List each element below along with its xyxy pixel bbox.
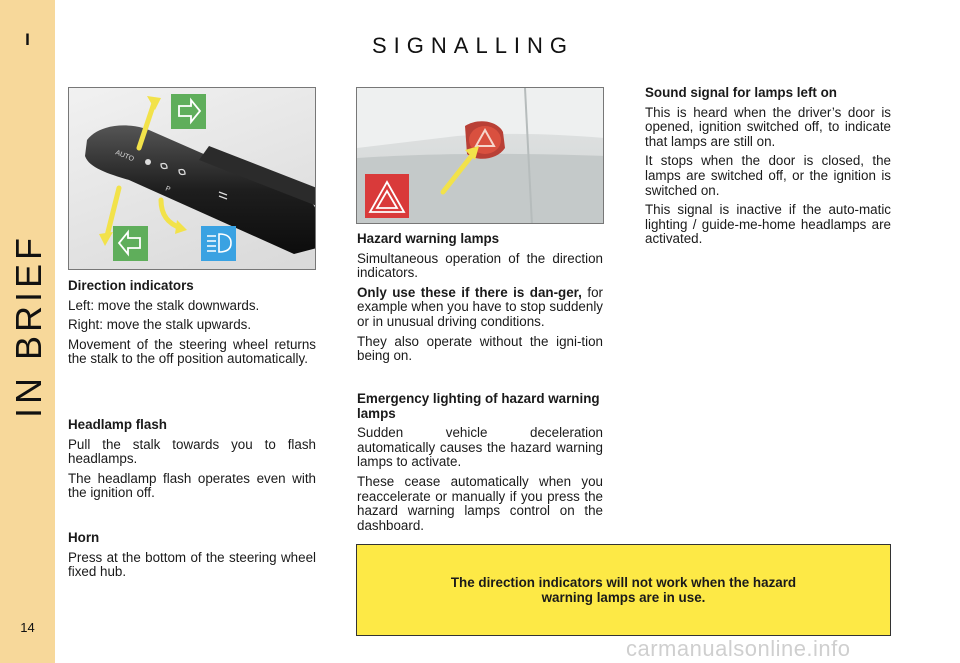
hazard-warning-p2	[357, 286, 603, 330]
page-title: SIGNALLING	[372, 33, 575, 58]
hazard-illustration	[357, 88, 604, 224]
sound-signal-p1: This is heard when the driver’s door is opened, ignition switched off, to indicate that lamps are still on.	[645, 104, 891, 149]
headlamp-flash-heading: Headlamp flash	[68, 417, 167, 432]
emergency-lighting-heading: Emergency lighting of hazard warning lamps	[357, 391, 600, 421]
warning-notice-text: The direction indicators will not work when the hazard warning lamps are in use.	[450, 575, 797, 605]
horn-section	[68, 531, 316, 585]
hazard-warning-p3: They also operate without the igni-tion being on.	[357, 333, 603, 364]
hazard-switch-photo	[356, 87, 604, 224]
direction-auto-off-text: Movement of the steering wheel returns the stalk to the off position automatically.	[68, 336, 316, 367]
stalk-illustration	[69, 88, 316, 270]
hazard-warning-section	[357, 232, 603, 369]
watermark: carmanualsonline.info	[626, 636, 851, 661]
stalk-dot	[145, 159, 151, 165]
emergency-lighting-p1: Sudden vehicle deceleration automatically causes the hazard warning lamps to activate.	[357, 425, 603, 470]
direction-right-text: Right: move the stalk upwards.	[68, 317, 252, 333]
hazard-warning-heading: Hazard warning lamps	[357, 231, 500, 246]
section-letter: I	[25, 30, 30, 49]
vertical-section-title	[4, 368, 54, 418]
direction-indicators-section	[68, 279, 316, 372]
hazard-warning-p2-rest: for example when you have to stop suddenly or in unusual driving conditions.	[357, 284, 603, 329]
warning-notice-box	[356, 544, 891, 636]
arrow-up-head	[147, 96, 161, 110]
headlamp-flash-p1: Pull the stalk towards you to flash headlamps.	[68, 436, 316, 467]
sound-signal-section	[645, 86, 891, 252]
page-number: 14	[20, 620, 35, 635]
direction-left-text: Left: move the stalk downwards.	[68, 297, 260, 313]
emergency-lighting-section	[357, 392, 603, 538]
sound-signal-p2: It stops when the door is closed, the lamps are switched off, or the ignition is switched on.	[645, 153, 891, 198]
hazard-warning-p1: Simultaneous operation of the direction indicators.	[357, 250, 603, 281]
stalk-photo	[68, 87, 316, 270]
arrow-down-head	[99, 232, 113, 246]
sound-signal-heading: Sound signal for lamps left on	[645, 85, 837, 100]
emergency-lighting-p2: These cease automatically when you reaccelerate or manually if you press the hazard warning lamps control on the dashboard.	[357, 473, 603, 533]
hazard-warning-emphasis: Only use these if there is dan-ger,	[357, 284, 582, 300]
horn-heading: Horn	[68, 530, 100, 545]
horn-text: Press at the bottom of the steering wheel fixed hub.	[68, 549, 316, 580]
headlamp-flash-p2: The headlamp flash operates even with the ignition off.	[68, 470, 316, 501]
stalk-label-p: P	[164, 185, 172, 194]
stalk-label-auto: AUTO	[114, 149, 135, 164]
headlamp-flash-section	[68, 418, 316, 506]
direction-indicators-heading: Direction indicators	[68, 278, 194, 293]
arrow-pull-head	[175, 220, 187, 234]
sound-signal-p3: This signal is inactive if the auto-matic lighting / guide-me-home headlamps are activated.	[645, 202, 891, 247]
